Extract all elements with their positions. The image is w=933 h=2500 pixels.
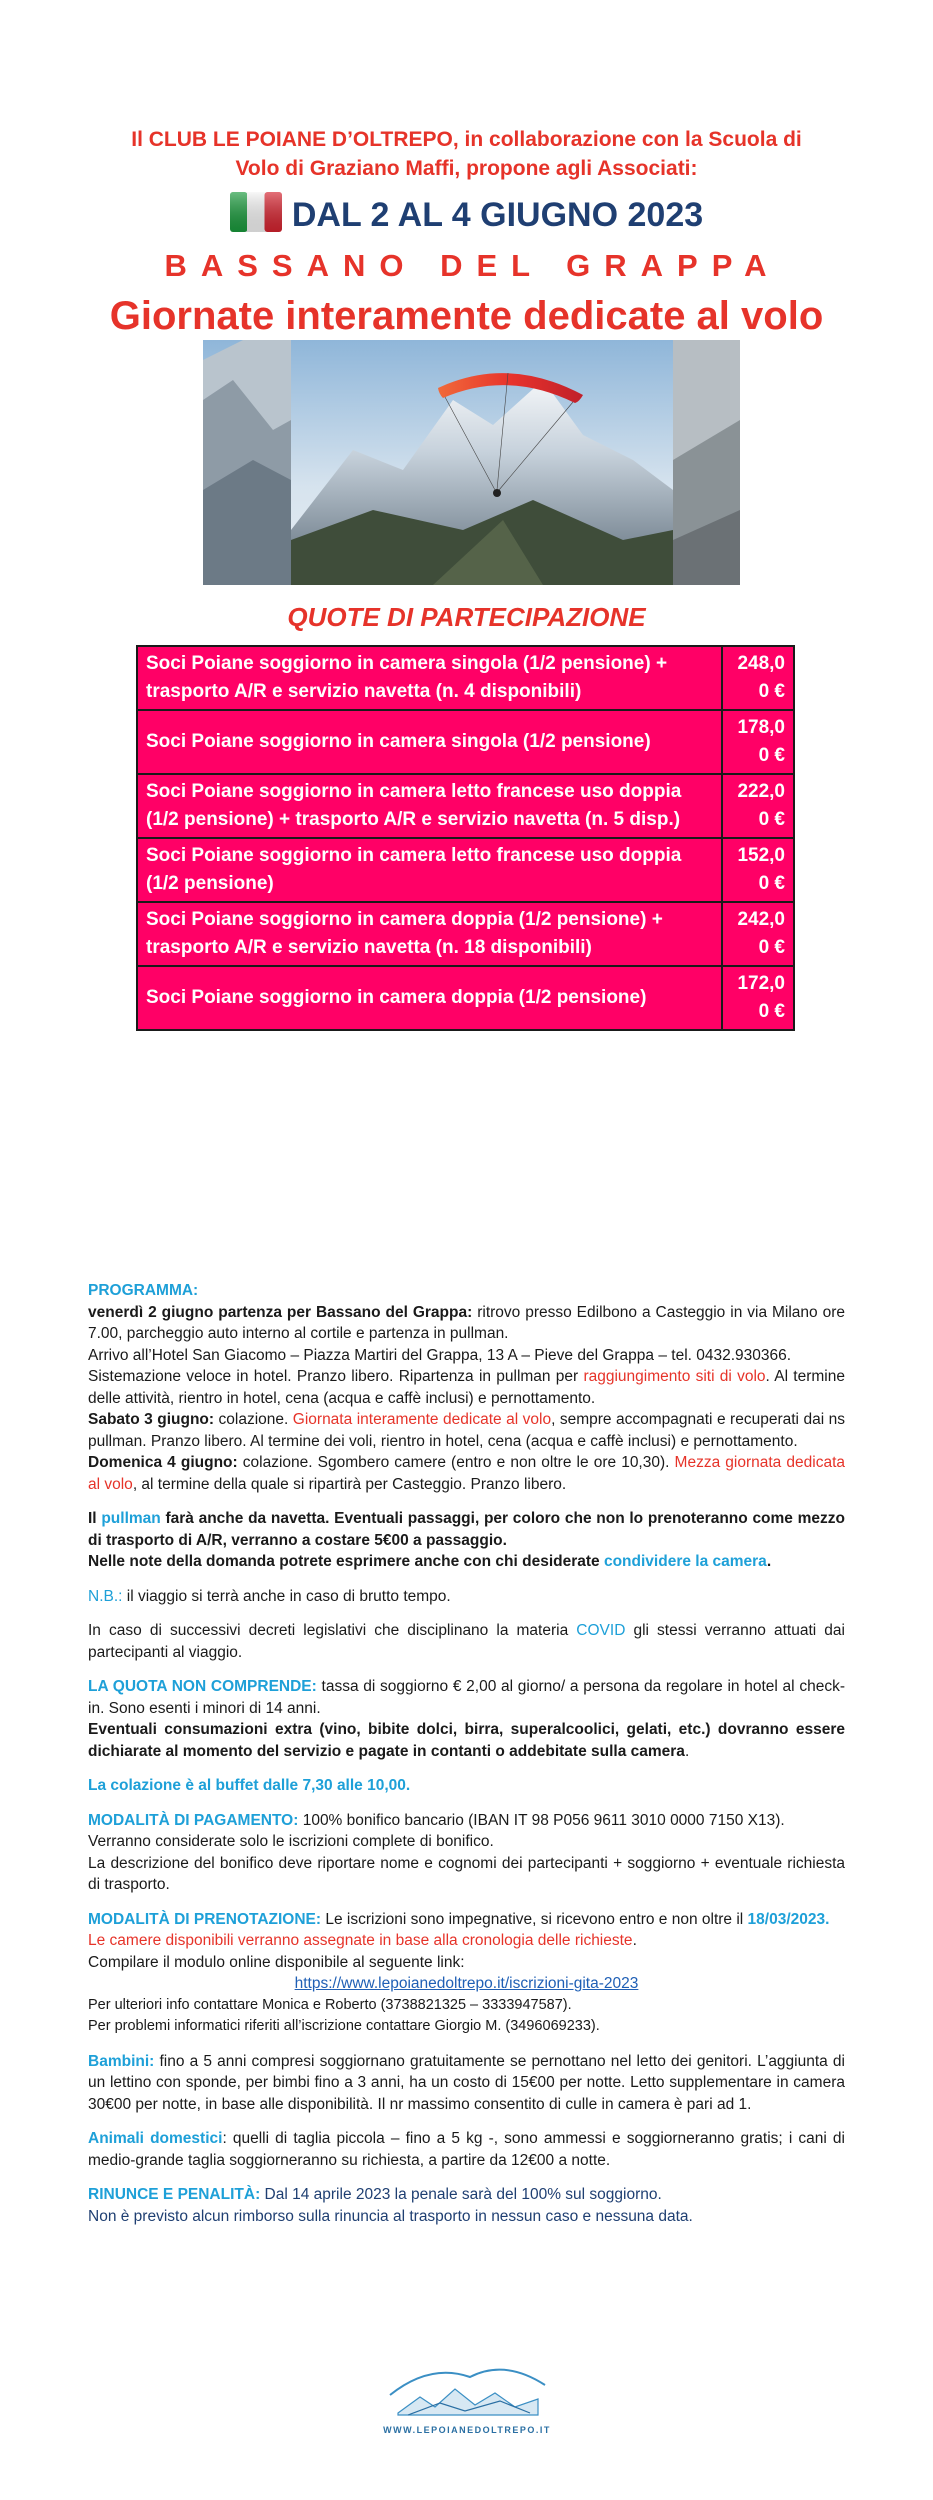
exclusions-note: LA QUOTA NON COMPRENDE: tassa di soggiorno € 2,00 al giorno/ a persona da regolare in hotel al check-in. Sono esenti i minori di 14 anni.	[88, 1678, 845, 1717]
pets-note: Animali domestici: quelli di taglia piccola – fino a 5 kg -, sono ammessi e soggiorneranno gratis; i cani di medio-grande taglia soggiorneranno su richiesta, a partire da 12€00 a notte.	[88, 2130, 845, 2169]
italy-flag-icon	[230, 192, 282, 232]
nb-note: N.B.: il viaggio si terrà anche in caso di brutto tempo.	[88, 1587, 451, 1605]
price-table	[136, 645, 795, 1031]
payment-line2: Verranno considerate solo le iscrizioni complete di bonifico.	[88, 1833, 494, 1850]
price-description: Soci Poiane soggiorno in camera singola (1/2 pensione) + trasporto A/R e servizio navetta (n. 4 disponibili)	[137, 646, 722, 710]
price-description: Soci Poiane soggiorno in camera singola (1/2 pensione)	[137, 710, 722, 774]
payment-line3: La descrizione del bonifico deve riportare nome e cognomi dei partecipanti + soggiorno + eventuale richiesta di trasporto.	[88, 1854, 845, 1893]
payment-note: MODALITÀ DI PAGAMENTO: 100% bonifico bancario (IBAN IT 98 P056 9611 3010 0000 7150 X13).	[88, 1811, 785, 1829]
table-row	[137, 646, 794, 710]
program-friday: venerdì 2 giugno partenza per Bassano del Grappa: ritrovo presso Edilbono a Casteggio in via Milano ore 7.00, parcheggio auto interno al cortile e partenza in pullman.	[88, 1303, 846, 1342]
table-row	[137, 902, 794, 966]
price-value: 178,0 0 €	[722, 710, 794, 774]
event-dates: DAL 2 AL 4 GIUGNO 2023	[0, 192, 933, 237]
event-city: BASSANO DEL GRAPPA	[164, 248, 781, 283]
intro-text: Il CLUB LE POIANE D’OLTREPO, in collaborazione con la Scuola di Volo di Graziano Maffi, propone agli Associati:	[131, 128, 802, 180]
program-settle: Sistemazione veloce in hotel. Pranzo libero. Ripartenza in pullman per raggiungimento siti di volo. Al termine delle attività, rientro in hotel, cena (acqua e caffè inclusi) e pernottamento.	[88, 1368, 845, 1407]
booking-form: Compilare il modulo online disponibile al seguente link:	[88, 1953, 465, 1971]
penalties-line2: Non è previsto alcun rimborso sulla rinuncia al trasporto in nessun caso e nessuna data.	[88, 2207, 693, 2225]
booking-note: MODALITÀ DI PRENOTAZIONE: Le iscrizioni sono impegnative, si ricevono entro e non oltre il 18/03/2023.	[88, 1910, 830, 1928]
price-value: 248,0 0 €	[722, 646, 794, 710]
program-saturday: Sabato 3 giugno: colazione. Giornata interamente dedicate al volo, sempre accompagnati e recuperati dai ns pullman. Pranzo libero. Al termine dei voli, rientro in hotel, cena (acqua e caffè inclusi) e pernottamento.	[88, 1411, 845, 1450]
booking-info: Per ulteriori info contattare Monica e Roberto (3738821325 – 3333947587).	[88, 1996, 572, 2013]
booking-tech: Per problemi informatici riferiti all’iscrizione contattare Giorgio M. (3496069233).	[88, 2018, 600, 2034]
price-description: Soci Poiane soggiorno in camera letto francese uso doppia (1/2 pensione) + trasporto A/R e servizio navetta (n. 5 disp.)	[137, 774, 722, 838]
price-description: Soci Poiane soggiorno in camera letto francese uso doppia (1/2 pensione)	[137, 838, 722, 902]
paragliding-photo	[203, 340, 740, 585]
extras-note: Eventuali consumazioni extra (vino, bibite dolci, birra, superalcoolici, gelati, etc.) dovranno essere dichiarate al momento del servizio e pagate in contanti o addebitate sulla camera.	[88, 1721, 845, 1760]
price-value: 152,0 0 €	[722, 838, 794, 902]
penalties-note: RINUNCE E PENALITÀ: Dal 14 aprile 2023 la penale sarà del 100% sul soggiorno.	[88, 2186, 662, 2203]
registration-link[interactable]: https://www.lepoianedoltrepo.it/iscrizioni-gita-2023	[294, 1975, 639, 1992]
logo-url: WWW.LEPOIANEDOLTREPO.IT	[383, 2425, 551, 2435]
quotes-title: QUOTE DI PARTECIPAZIONE	[287, 602, 646, 632]
room-share-note: Nelle note della domanda potrete esprimere anche con chi desiderate condividere la camera.	[88, 1553, 772, 1570]
booking-link-line	[88, 1973, 845, 1995]
club-logo	[380, 2355, 555, 2440]
program-section	[88, 1280, 845, 2227]
table-row	[137, 774, 794, 838]
program-arrival: Arrivo all’Hotel San Giacomo – Piazza Martiri del Grappa, 13 A – Pieve del Grappa – tel. 0432.930366.	[88, 1346, 792, 1364]
price-description: Soci Poiane soggiorno in camera doppia (1/2 pensione) + trasporto A/R e servizio navetta (n. 18 disponibili)	[137, 902, 722, 966]
breakfast-note: La colazione è al buffet dalle 7,30 alle 10,00.	[88, 1777, 411, 1794]
program-heading: PROGRAMMA:	[88, 1282, 199, 1299]
table-row	[137, 710, 794, 774]
covid-note: In caso di successivi decreti legislativi che disciplinano la materia COVID gli stessi verranno attuati dai partecipanti al viaggio.	[88, 1622, 845, 1661]
program-sunday: Domenica 4 giugno: colazione. Sgombero camere (entro e non oltre le ore 10,30). Mezza giornata dedicata al volo, al termine della quale si ripartirà per Casteggio. Pranzo libero.	[88, 1454, 845, 1493]
booking-rooms: Le camere disponibili verranno assegnate in base alla cronologia delle richieste.	[88, 1932, 637, 1949]
price-description: Soci Poiane soggiorno in camera doppia (1/2 pensione)	[137, 966, 722, 1030]
price-value: 172,0 0 €	[722, 966, 794, 1030]
children-note: Bambini: fino a 5 anni compresi soggiornano gratuitamente se pernottano nel letto dei genitori. L’aggiunta di un lettino con sponde, per bimbi fino a 3 anni, ha un costo di 15€00 per notte. Letto supplementare in camera 30€00 per notte, in base alle disponibilità. Il nr massimo consentito di culle in camera è pari ad 1.	[88, 2052, 845, 2113]
event-tagline: Giornate interamente dedicate al volo	[109, 294, 824, 338]
price-value: 222,0 0 €	[722, 774, 794, 838]
bus-note: Il pullman farà anche da navetta. Eventuali passaggi, per coloro che non lo prenoteranno come mezzo di trasporto di A/R, verranno a costare 5€00 a passaggio.	[88, 1510, 845, 1549]
table-row	[137, 838, 794, 902]
table-row	[137, 966, 794, 1030]
price-value: 242,0 0 €	[722, 902, 794, 966]
